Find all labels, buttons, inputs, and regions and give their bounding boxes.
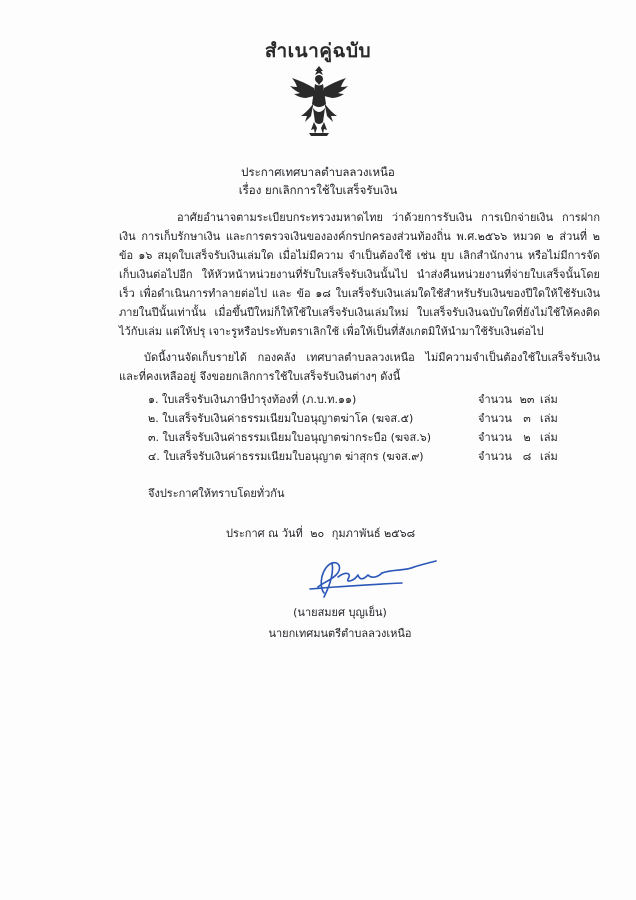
receipt-count: ๘ (522, 450, 532, 463)
signer-position: นายกเทศมนตรีตำบลลวงเหนือ (268, 627, 412, 640)
receipt-label: ๒. ใบเสร็จรับเงินค่าธรรมเนียมใบอนุญาตฆ่าโค (ฆจส.๕) (148, 412, 414, 425)
receipt-list (148, 390, 558, 466)
receipt-count-label: จำนวน (478, 431, 512, 444)
body-paragraph-1: อาศัยอำนาจตามระเบียบกระทรวงมหาดไทย ว่าด้วยการรับเงิน การเบิกจ่ายเงิน การฝากเงิน การเก็บรักษาเงิน และการตรวจเงินขององค์กรปกครองส่วนท้องถิ่น พ.ศ.๒๕๖๖ หมวด ๒ ส่วนที่ ๒ ข้อ ๑๖ สมุดใบเสร็จรับเงินเล่มใด เมื่อไม่มีความ จำเป็นต้องใช้ เช่น ยุบ เลิกสำนักงาน หรือไม่มีการจัดเก็บเงินต่อไปอีก ให้หัวหน้าหน่วยงานที่รับใบเสร็จรับเงินนั้นไป นำส่งคืนหน่วยงานที่จ่ายใบเสร็จนั้นโดยเร็ว เพื่อดำเนินการทำลายต่อไป และ ข้อ ๑๘ ใบเสร็จรับเงินเล่มใดใช้สำหรับรับเงินของปีใดให้ใช้รับเงินภายในปีนั้นเท่านั้น เมื่อขึ้นปีใหม่ก็ให้ใช้ใบเสร็จรับเงินเล่มใหม่ ใบเสร็จรับเงินฉบับใดที่ยังไม่ใช้ให้คงติดไว้กับเล่ม แต่ให้ปรุ เจาะรูหรือประทับตราเลิกใช้ เพื่อให้เป็นที่สังเกตมิให้นำมาใช้รับเงินต่อไป (119, 211, 600, 338)
receipt-count: ๒ (523, 431, 531, 444)
copy-stamp: สำเนาคู่ฉบับ (264, 40, 372, 62)
receipt-unit: เล่ม (540, 450, 558, 463)
receipt-item (148, 447, 558, 466)
date-month-year: กุมภาพันธ์ ๒๕๖๘ (331, 527, 416, 540)
receipt-count-label: จำนวน (478, 393, 512, 406)
receipt-count-label: จำนวน (478, 412, 512, 425)
announcement-title: ประกาศเทศบาลตำบลลวงเหนือ (241, 165, 395, 179)
receipt-unit: เล่ม (540, 431, 558, 444)
receipt-unit: เล่ม (540, 393, 558, 406)
receipt-unit: เล่ม (540, 412, 558, 425)
receipt-item (148, 428, 558, 447)
signer-name: (นายสมยศ บุญเย็น) (293, 606, 387, 619)
receipt-count-label: จำนวน (478, 450, 512, 463)
handwritten-signature-icon (302, 553, 452, 601)
receipt-label: ๑. ใบเสร็จรับเงินภาษีบำรุงท้องที่ (ภ.บ.ท.๑๑) (148, 393, 357, 406)
receipt-item (148, 390, 558, 409)
receipt-label: ๓. ใบเสร็จรับเงินค่าธรรมเนียมใบอนุญาตฆ่ากระบือ (ฆจส.๖) (148, 431, 431, 444)
date-label: ประกาศ ณ วันที่ (226, 527, 303, 540)
receipt-label: ๔. ใบเสร็จรับเงินค่าธรรมเนียมใบอนุญาต ฆ่าสุกร (ฆจส.๙) (148, 450, 424, 463)
receipt-count: ๒๓ (519, 393, 535, 406)
body-paragraph-2: บัดนี้งานจัดเก็บรายได้ กองคลัง เทศบาลตำบลลวงเหนือ ไม่มีความจำเป็นต้องใช้ใบเสร็จรับเงิน และที่คงเหลืออยู่ จึงขอยกเลิกการใช้ใบเสร็จรับเงินต่างๆ ดังนี้ (119, 351, 600, 383)
announcement-subject: เรื่อง ยกเลิกการใช้ใบเสร็จรับเงิน (238, 183, 398, 197)
closing-statement: จึงประกาศให้ทราบโดยทั่วกัน (148, 487, 285, 500)
receipt-item (148, 409, 558, 428)
date-day: ๒๐ (310, 527, 325, 540)
receipt-count: ๓ (523, 412, 531, 425)
announcement-date (226, 524, 419, 542)
garuda-emblem-icon (287, 62, 351, 142)
